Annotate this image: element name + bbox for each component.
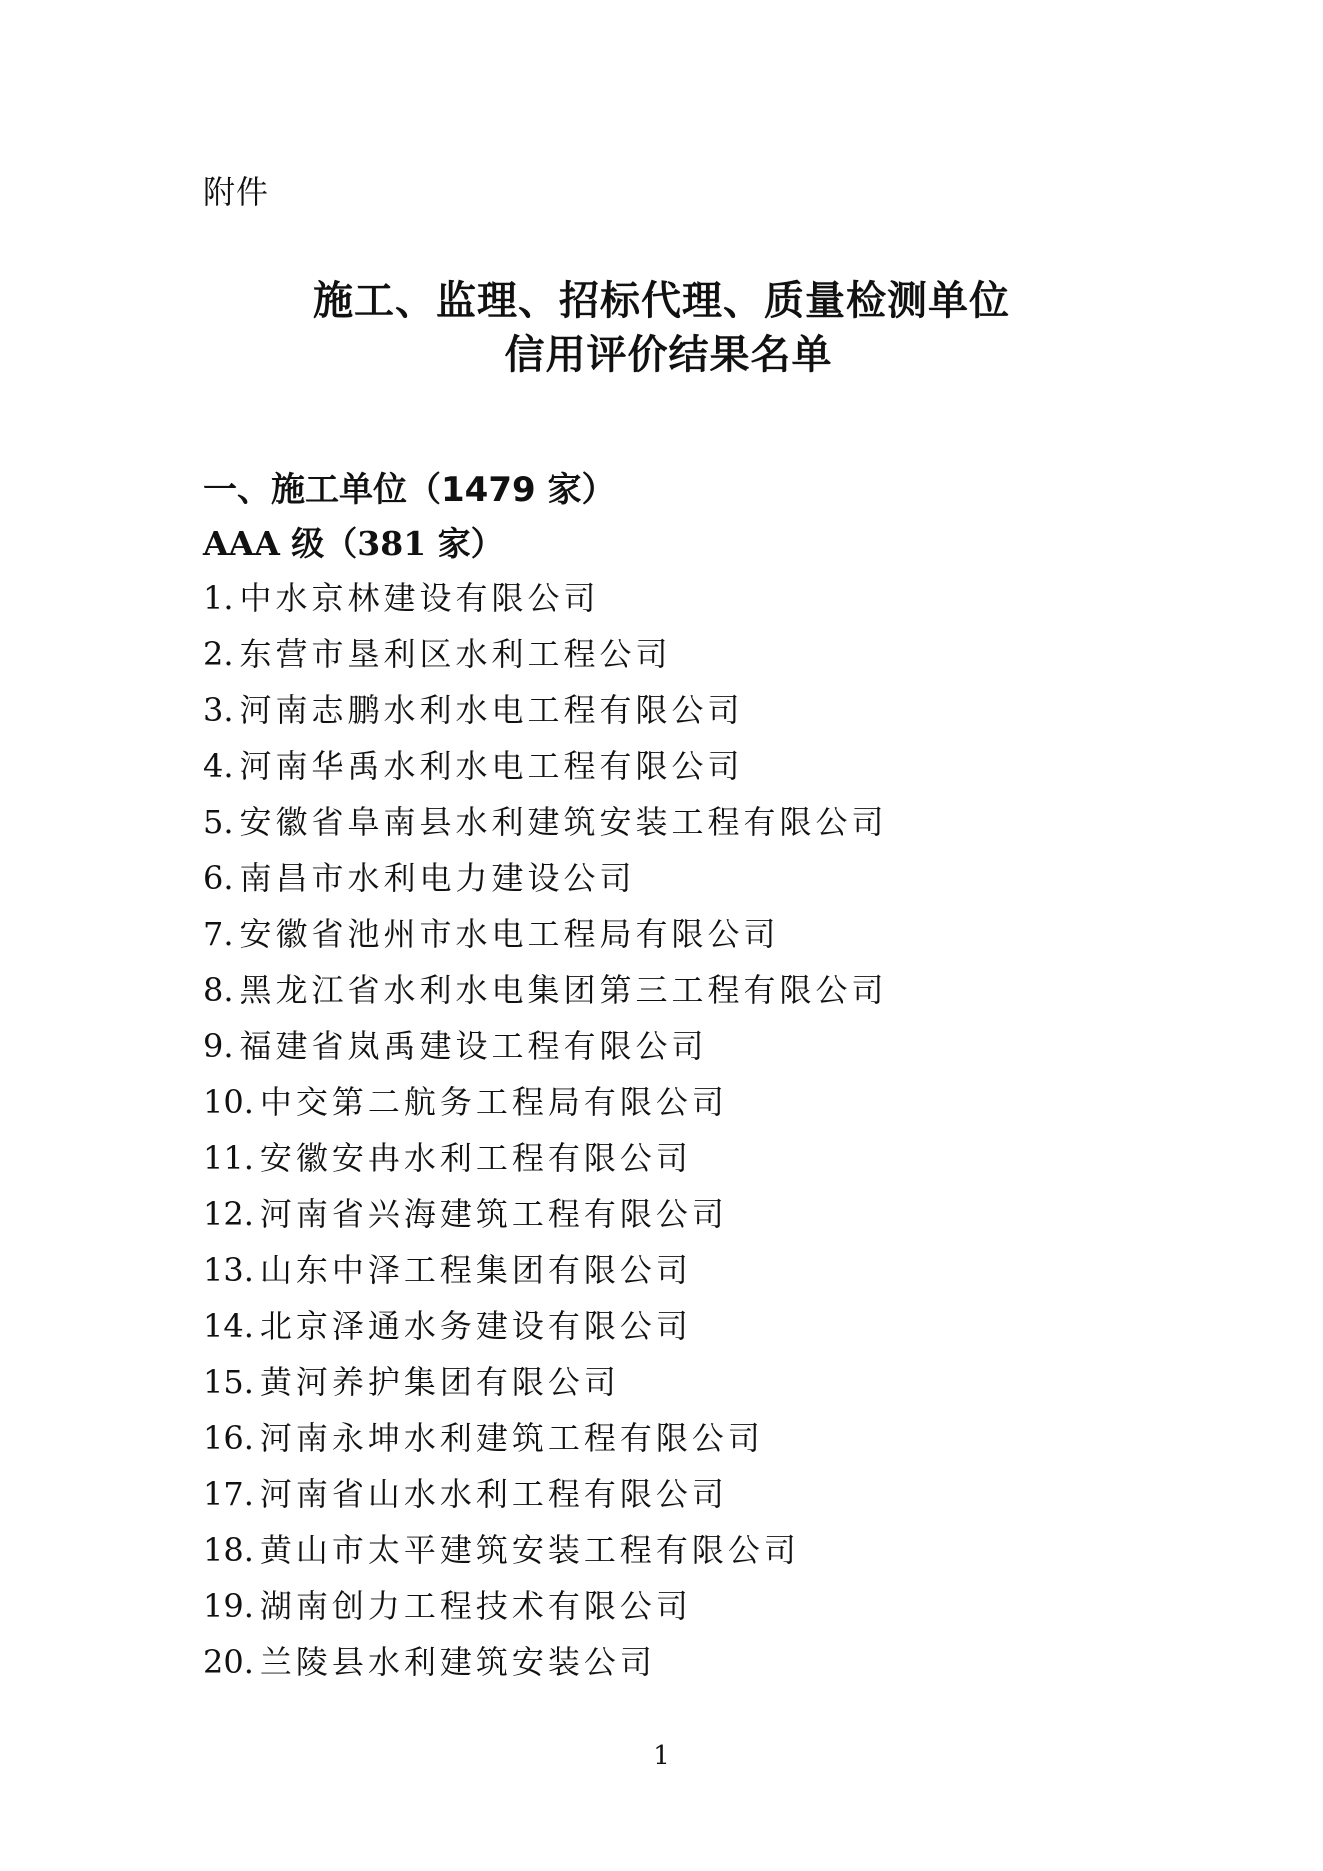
company-name: 河南永坤水利建筑工程有限公司 xyxy=(259,1419,764,1457)
list-item xyxy=(203,1302,888,1358)
item-number: 14. xyxy=(203,1307,254,1345)
attachment-label: 附件 xyxy=(203,173,270,211)
list-item xyxy=(203,1526,888,1582)
company-name: 南昌市水利电力建设公司 xyxy=(239,859,636,897)
item-number: 8. xyxy=(203,971,234,1009)
list-item xyxy=(203,798,888,854)
company-list xyxy=(203,574,888,1694)
item-number: 9. xyxy=(203,1027,234,1065)
title-line-2: 信用评价结果名单 xyxy=(504,331,833,378)
item-number: 13. xyxy=(203,1251,254,1289)
item-number: 6. xyxy=(203,859,234,897)
item-number: 7. xyxy=(203,915,234,953)
company-name: 福建省岚禹建设工程有限公司 xyxy=(239,1027,708,1065)
item-number: 20. xyxy=(203,1643,254,1681)
list-item xyxy=(203,1078,888,1134)
list-item xyxy=(203,742,888,798)
list-item xyxy=(203,686,888,742)
list-item xyxy=(203,1358,888,1414)
company-name: 河南志鹏水利水电工程有限公司 xyxy=(239,691,744,729)
item-number: 12. xyxy=(203,1195,254,1233)
list-item xyxy=(203,1022,888,1078)
list-item xyxy=(203,1470,888,1526)
list-item xyxy=(203,1638,888,1694)
list-item xyxy=(203,1246,888,1302)
item-number: 16. xyxy=(203,1419,254,1457)
company-name: 安徽安冉水利工程有限公司 xyxy=(259,1139,692,1177)
grade-heading-aaa: AAA 级（381 家） xyxy=(203,524,504,563)
list-item xyxy=(203,630,888,686)
item-number: 18. xyxy=(203,1531,254,1569)
title-line-1: 施工、监理、招标代理、质量检测单位 xyxy=(313,277,1010,324)
item-number: 17. xyxy=(203,1475,254,1513)
company-name: 黄山市太平建筑安装工程有限公司 xyxy=(259,1531,800,1569)
item-number: 15. xyxy=(203,1363,254,1401)
company-name: 北京泽通水务建设有限公司 xyxy=(259,1307,692,1345)
list-item xyxy=(203,1582,888,1638)
document-title xyxy=(0,274,1323,382)
item-number: 19. xyxy=(203,1587,254,1625)
item-number: 2. xyxy=(203,635,234,673)
list-item xyxy=(203,910,888,966)
company-name: 山东中泽工程集团有限公司 xyxy=(259,1251,692,1289)
company-name: 河南华禹水利水电工程有限公司 xyxy=(239,747,744,785)
list-item xyxy=(203,574,888,630)
list-item xyxy=(203,1414,888,1470)
item-number: 3. xyxy=(203,691,234,729)
company-name: 东营市垦利区水利工程公司 xyxy=(239,635,672,673)
item-number: 1. xyxy=(203,579,234,617)
item-number: 10. xyxy=(203,1083,254,1121)
item-number: 5. xyxy=(203,803,234,841)
list-item xyxy=(203,1134,888,1190)
company-name: 湖南创力工程技术有限公司 xyxy=(259,1587,692,1625)
list-item xyxy=(203,966,888,1022)
company-name: 河南省山水水利工程有限公司 xyxy=(259,1475,728,1513)
company-name: 河南省兴海建筑工程有限公司 xyxy=(259,1195,728,1233)
item-number: 11. xyxy=(203,1139,254,1177)
item-number: 4. xyxy=(203,747,234,785)
company-name: 安徽省池州市水电工程局有限公司 xyxy=(239,915,780,953)
company-name: 兰陵县水利建筑安装公司 xyxy=(259,1643,656,1681)
company-name: 黑龙江省水利水电集团第三工程有限公司 xyxy=(239,971,888,1009)
company-name: 中交第二航务工程局有限公司 xyxy=(259,1083,728,1121)
company-name: 黄河养护集团有限公司 xyxy=(259,1363,620,1401)
page-number: 1 xyxy=(653,1741,670,1771)
list-item xyxy=(203,1190,888,1246)
section-heading-construction-units: 一、施工单位（1479 家） xyxy=(203,470,616,510)
company-name: 中水京林建设有限公司 xyxy=(239,579,600,617)
list-item xyxy=(203,854,888,910)
company-name: 安徽省阜南县水利建筑安装工程有限公司 xyxy=(239,803,888,841)
